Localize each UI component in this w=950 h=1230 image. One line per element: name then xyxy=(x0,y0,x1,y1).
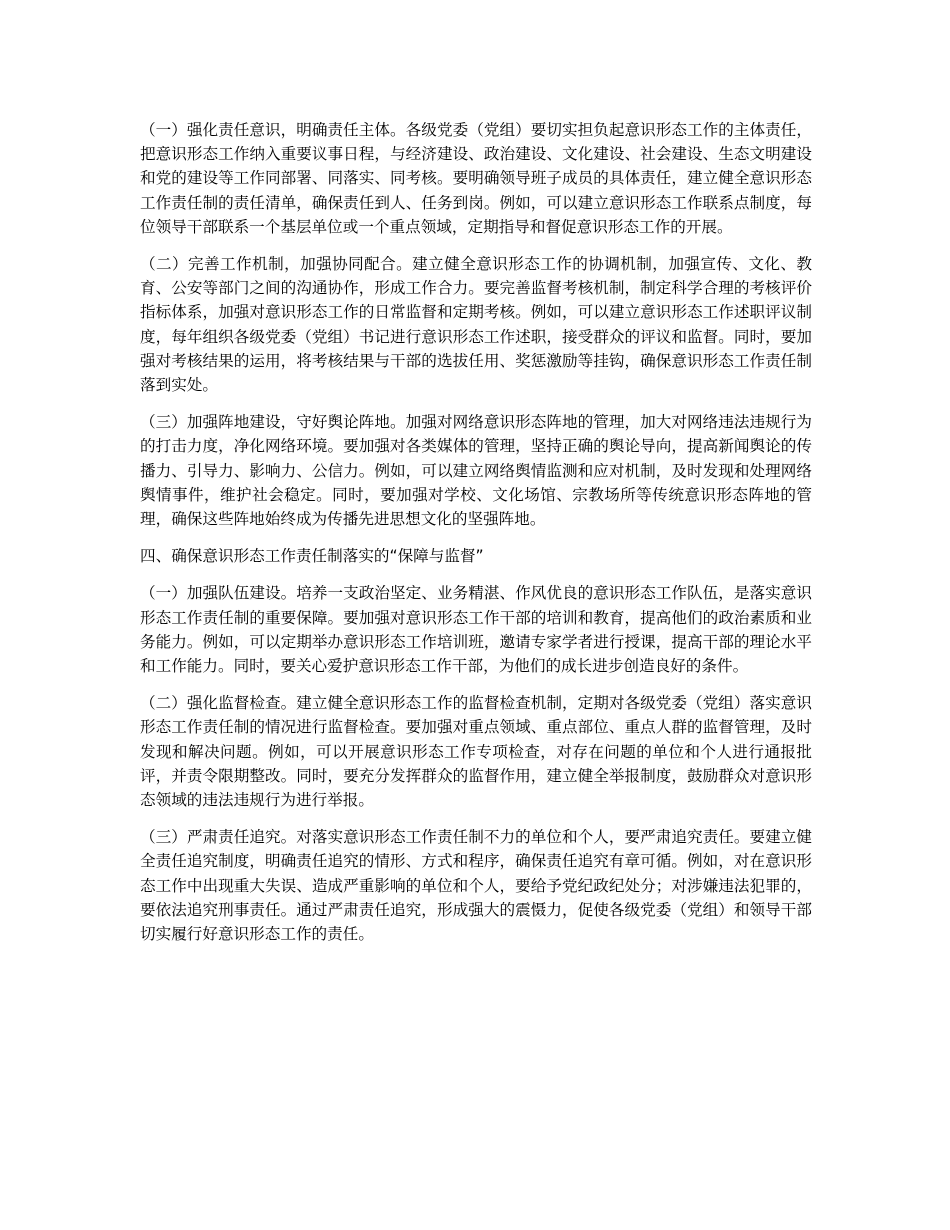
paragraph-section4-item1: （一）加强队伍建设。培养一支政治坚定、业务精湛、作风优良的意识形态工作队伍，是落实意识形态工作责任制的重要保障。要加强对意识形态工作干部的培训和教育，提高他们的政治素质和业务能力。例如，可以定期举办意识形态工作培训班，邀请专家学者进行授课，提高干部的理论水平和工作能力。同时，要关心爱护意识形态工作干部，为他们的成长进步创造良好的条件。 xyxy=(140,584,812,676)
document-text-body xyxy=(140,118,812,946)
paragraph-section3-item1: （一）强化责任意识，明确责任主体。各级党委（党组）要切实担负起意识形态工作的主体责任，把意识形态工作纳入重要议事日程，与经济建设、政治建设、文化建设、社会建设、生态文明建设和党的建设等工作同部署、同落实、同考核。要明确领导班子成员的具体责任，建立健全意识形态工作责任制的责任清单，确保责任到人、任务到岗。例如，可以建立意识形态工作联系点制度，每位领导干部联系一个基层单位或一个重点领域，定期指导和督促意识形态工作的开展。 xyxy=(140,121,812,236)
paragraph-section4-item2: （二）强化监督检查。建立健全意识形态工作的监督检查机制，定期对各级党委（党组）落实意识形态工作责任制的情况进行监督检查。要加强对重点领域、重点部位、重点人群的监督管理，及时发现和解决问题。例如，可以开展意识形态工作专项检查，对存在问题的单位和个人进行通报批评，并责令限期整改。同时，要充分发挥群众的监督作用，建立健全举报制度，鼓励群众对意识形态领域的违法违规行为进行举报。 xyxy=(140,694,812,810)
section-heading-four: 四、确保意识形态工作责任制落实的“保障与监督” xyxy=(140,547,484,566)
paragraph-section4-item3: （三）严肃责任追究。对落实意识形态工作责任制不力的单位和个人，要严肃追究责任。要建立健全责任追究制度，明确责任追究的情形、方式和程序，确保责任追究有章可循。例如，对在意识形态工作中出现重大失误、造成严重影响的单位和个人，要给予党纪政纪处分；对涉嫌违法犯罪的，要依法追究刑事责任。通过严肃责任追究，形成强大的震慑力，促使各级党委（党组）和领导干部切实履行好意识形态工作的责任。 xyxy=(140,828,812,944)
paragraph-section3-item2: （二）完善工作机制，加强协同配合。建立健全意识形态工作的协调机制，加强宣传、文化、教育、公安等部门之间的沟通协作，形成工作合力。要完善监督考核机制，制定科学合理的考核评价指标体系，加强对意识形态工作的日常监督和定期考核。例如，可以建立意识形态工作述职评议制度，每年组织各级党委（党组）书记进行意识形态工作述职，接受群众的评议和监督。同时，要加强对考核结果的运用，将考核结果与干部的选拔任用、奖惩激励等挂钩，确保意识形态工作责任制落到实处。 xyxy=(140,255,812,395)
paragraph-section3-item3: （三）加强阵地建设，守好舆论阵地。加强对网络意识形态阵地的管理，加大对网络违法违规行为的打击力度，净化网络环境。要加强对各类媒体的管理，坚持正确的舆论导向，提高新闻舆论的传播力、引导力、影响力、公信力。例如，可以建立网络舆情监测和应对机制，及时发现和处理网络舆情事件，维护社会稳定。同时，要加强对学校、文化场馆、宗教场所等传统意识形态阵地的管理，确保这些阵地始终成为传播先进思想文化的坚强阵地。 xyxy=(140,413,812,529)
